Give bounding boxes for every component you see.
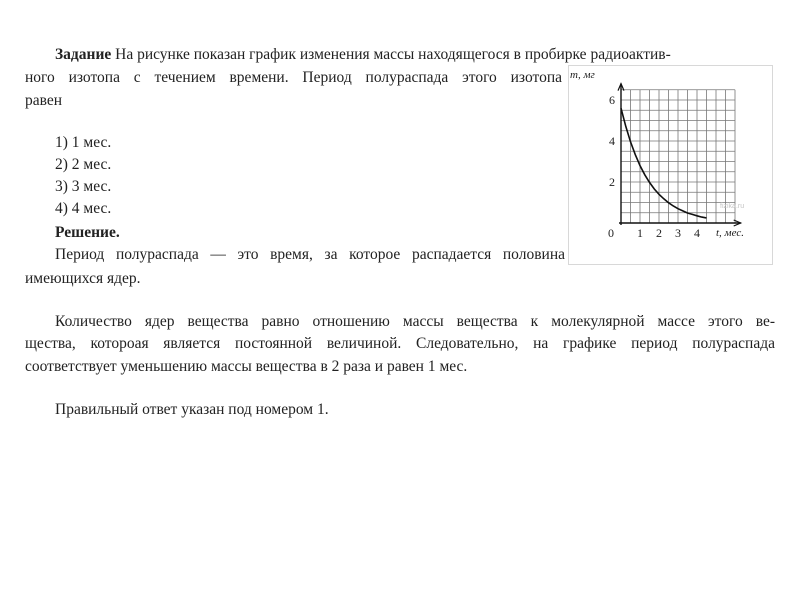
solution-p2-line-3: соответствует уменьшению массы вещества в 2 раза и равен 1 мес.	[25, 358, 468, 375]
solution-p2-line-1: Количество ядер вещества равно отношению массы вещества к молекулярной массе этого ве-	[55, 313, 775, 330]
x-tick-label: 4	[694, 226, 700, 240]
chart-watermark: fizika.ru	[720, 203, 745, 210]
x-tick-label: 2	[656, 226, 662, 240]
x-tick-label: 1	[637, 226, 643, 240]
task-text-1: На рисунке показан график изменения массы находящегося в пробирке радиоактив-	[111, 46, 671, 63]
y-tick-label: 6	[609, 93, 615, 107]
solution-p1-line-2: имеющихся ядер.	[25, 270, 141, 287]
y-tick-label: 2	[609, 175, 615, 189]
solution-p2-line-2: щества, котороая является постоянной величиной. Следовательно, на графике период полураспада	[25, 335, 775, 352]
option-4: 4) 4 мес.	[55, 200, 112, 217]
task-line-2: ного изотопа с течением времени. Период полураспада этого изотопа	[25, 69, 562, 86]
origin-label: 0	[608, 226, 614, 240]
task-line-1	[55, 44, 671, 66]
answer-text: Правильный ответ указан под номером 1.	[55, 401, 329, 418]
chart-svg	[568, 65, 773, 265]
x-tick-label: 3	[675, 226, 681, 240]
solution-heading: Решение.	[55, 224, 120, 241]
halflife-chart	[568, 65, 773, 265]
option-1: 1) 1 мес.	[55, 134, 112, 151]
y-tick-label: 4	[609, 134, 615, 148]
option-2: 2) 2 мес.	[55, 156, 112, 173]
task-line-3: равен	[25, 92, 63, 109]
x-axis-label: t, мес.	[716, 227, 744, 239]
solution-p1-line-1: Период полураспада — это время, за которое распадается половина	[55, 246, 565, 263]
task-heading: Задание	[55, 46, 112, 63]
y-axis-label: m, мг	[570, 69, 595, 81]
option-3: 3) 3 мес.	[55, 178, 112, 195]
